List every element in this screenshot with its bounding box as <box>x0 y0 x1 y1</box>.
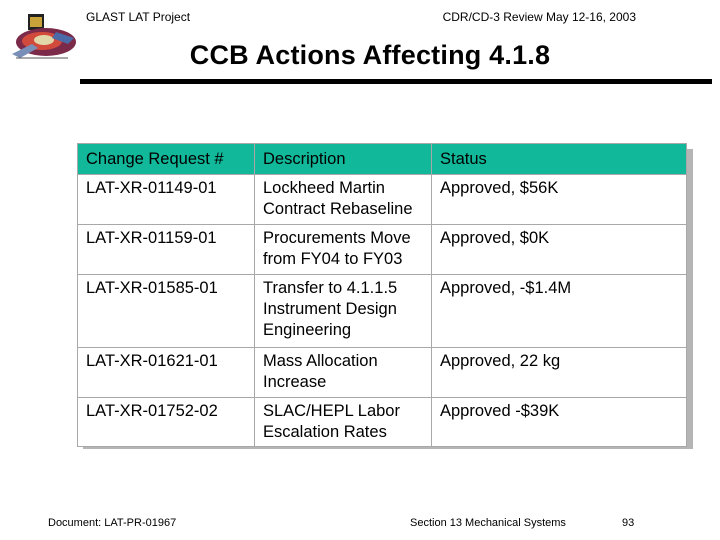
ccb-actions-table <box>77 143 687 447</box>
table-row <box>78 348 687 398</box>
header-project: GLAST LAT Project <box>86 10 191 24</box>
column-header-request: Change Request # <box>78 144 255 175</box>
status-cell: Approved, -$1.4M <box>432 275 687 348</box>
status-cell: Approved, 22 kg <box>432 348 687 398</box>
title-rule <box>80 79 712 84</box>
table-row <box>78 275 687 348</box>
request-cell: LAT-XR-01585-01 <box>78 275 255 348</box>
description-cell: Lockheed Martin Contract Rebaseline <box>255 175 432 225</box>
request-cell: LAT-XR-01752-02 <box>78 398 255 447</box>
footer-section: Section 13 Mechanical Systems <box>410 517 566 529</box>
description-cell: Mass Allocation Increase <box>255 348 432 398</box>
request-cell: LAT-XR-01149-01 <box>78 175 255 225</box>
table-row <box>78 175 687 225</box>
table-row <box>78 398 687 447</box>
status-cell: Approved, $56K <box>432 175 687 225</box>
footer-page-number: 93 <box>622 517 635 529</box>
status-cell: Approved -$39K <box>432 398 687 447</box>
status-cell: Approved, $0K <box>432 225 687 275</box>
column-header-status: Status <box>432 144 687 175</box>
footer-document: Document: LAT-PR-01967 <box>48 517 177 529</box>
description-cell: Procurements Move from FY04 to FY03 <box>255 225 432 275</box>
table-header-row <box>78 144 687 175</box>
slide-title: CCB Actions Affecting 4.1.8 <box>189 40 551 70</box>
request-cell: LAT-XR-01621-01 <box>78 348 255 398</box>
description-cell: SLAC/HEPL Labor Escalation Rates <box>255 398 432 447</box>
column-header-description: Description <box>255 144 432 175</box>
description-cell: Transfer to 4.1.1.5 Instrument Design Engineering <box>255 275 432 348</box>
table-row <box>78 225 687 275</box>
header-review: CDR/CD-3 Review May 12-16, 2003 <box>442 10 636 24</box>
request-cell: LAT-XR-01159-01 <box>78 225 255 275</box>
